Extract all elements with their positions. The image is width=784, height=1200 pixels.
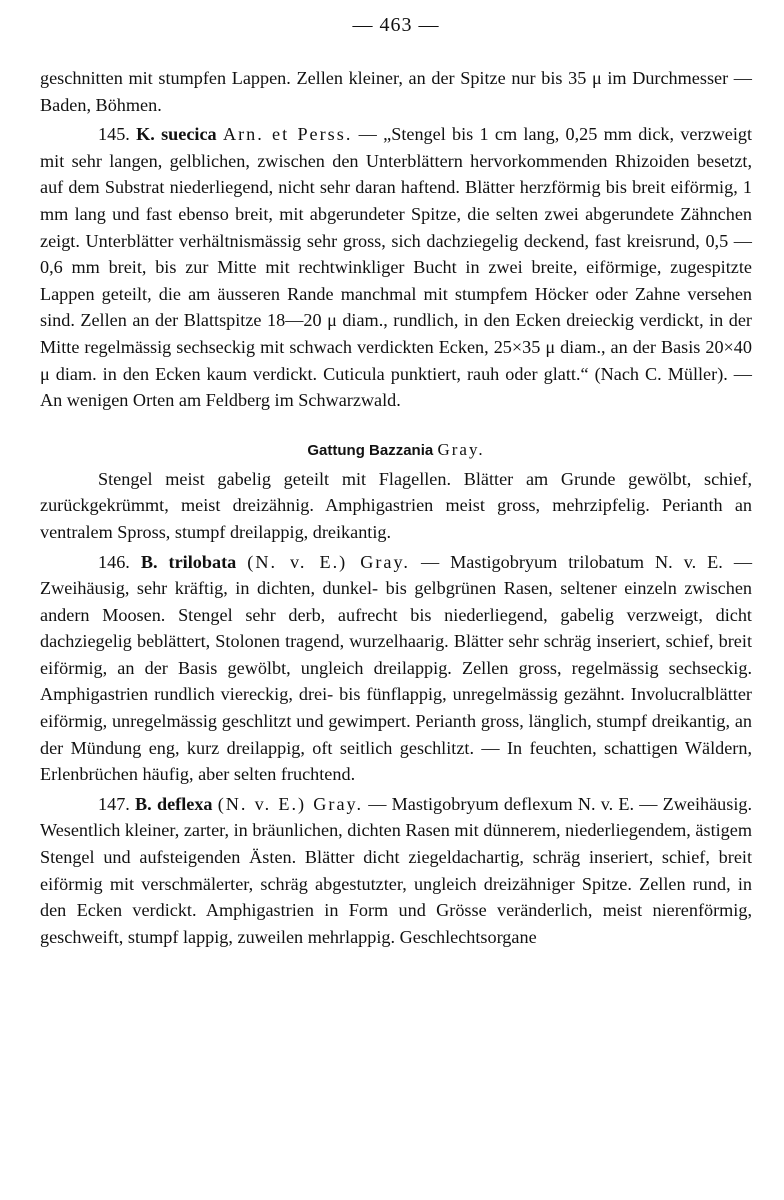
genus-abbrev: B. xyxy=(140,551,158,572)
book-page xyxy=(40,14,752,950)
species-name: trilobata xyxy=(168,551,237,572)
entry-147 xyxy=(40,791,752,951)
entry-number: 145. xyxy=(98,124,130,145)
page-number: — 463 — xyxy=(352,14,440,36)
entry-145 xyxy=(40,121,752,414)
species-name: suecica xyxy=(161,124,217,145)
entry-number: 147. xyxy=(98,793,130,814)
genus-heading-label: Gattung Bazzania xyxy=(307,441,434,459)
genus-heading xyxy=(40,440,752,460)
genus-heading-author: Gray. xyxy=(437,439,485,459)
entry-number: 146. xyxy=(98,551,130,572)
species-author: Arn. et Perss. xyxy=(222,124,353,145)
genus-description: Stengel meist gabelig geteilt mit Flagellen. Blätter am Grunde gewölbt, schief, zurückgekrümmt, meist dreizähnig. Amphigastrien meist gross, mehrzipfelig. Perianth an ventralem Spross, stumpf dreilappig, dreikantig. xyxy=(40,468,752,542)
entry-text: — Mastigobryum deflexum N. v. E. — Zweihäusig. Wesentlich kleiner, zarter, in bräunlichen, dichten Rasen mit dünnerem, niederliegendem, ästigem Stengel und aufsteigenden Ästen. Blätter dicht ziegeldachartig, schräg inseriert, schief, breit eiförmig mit verschmälerter, schräg abgestutzter, ungleich dreizähniger Spitze. Zellen rund, in den Ecken verdickt. Amphigastrien in Form und Grösse veränderlich, meist nierenförmig, geschweift, stumpf lappig, zuweilen mehrlappig. Geschlechtsorgane xyxy=(40,793,753,947)
species-author: (N. v. E.) Gray. xyxy=(247,551,410,572)
entry-text: — Mastigobryum trilobatum N. v. E. — Zweihäusig, sehr kräftig, in dichten, dunkel- bis gelbgrünen Rasen, seltener einzeln zwischen andern Moosen. Stengel sehr derb, aufrecht bis niederliegend, gabelig verzweigt, dicht dachziegelig beblättert, Stolonen tragend, wurzelhaarig. Blätter sehr schräg inseriert, schief, breit eiförmig, an der Basis gewölbt, ungleich dreilappig. Zellen gross, regelmässig sechseckig. Amphigastrien rundlich viereckig, drei- bis fünflappig, unregelmässig gezähnt. Involucralblätter eiförmig, unregelmässig geschlitzt und gewimpert. Perianth gross, länglich, stumpf dreikantig, an der Mündung eng, kurz dreilappig, oft seitlich geschlitzt. — In feuchten, schattigen Wäldern, Erlenbrüchen häufig, aber selten fruchtend. xyxy=(40,551,753,785)
intro-paragraph: geschnitten mit stumpfen Lappen. Zellen kleiner, an der Spitze nur bis 35 μ im Durchmesser — Baden, Böhmen. xyxy=(40,68,752,115)
species-author: (N. v. E.) Gray. xyxy=(217,793,363,814)
genus-abbrev: B. xyxy=(135,793,152,814)
genus-abbrev: K. xyxy=(136,124,155,145)
entry-146 xyxy=(40,549,752,788)
entry-text: — „Stengel bis 1 cm lang, 0,25 mm dick, verzweigt mit sehr langen, gelblichen, zwischen den Unterblättern hervorkommenden Rhizoiden besetzt, auf dem Substrat niederliegend, nicht sehr daran haftend. Blätter herzförmig bis breit eiförmig, 1 mm lang und fast ebenso breit, mit abgerundeter Spitze, die selten zwei abgerundete Zähnchen zeigt. Unterblätter verhältnismässig sehr gross, sich dachziegelig deckend, fast kreisrund, 0,5 — 0,6 mm breit, bis zur Mitte mit rechtwinkliger Bucht in zwei breite, eiförmige, zugespitzte Lappen geteilt, die am äusseren Rande manchmal mit stumpfem Höcker oder Zahne versehen sind. Zellen an der Blattspitze 18—20 μ diam., rundlich, in den Ecken dreieckig verdickt, in der Mitte regelmässig sechseckig mit schwach verdickten Ecken, 25×35 μ diam., an der Basis 20×40 μ diam. in den Ecken kaum verdickt. Cuticula punktiert, rauh oder glatt.“ (Nach C. Müller). — An wenigen Orten am Feldberg im Schwarzwald. xyxy=(40,124,753,411)
species-name: deflexa xyxy=(156,793,213,814)
